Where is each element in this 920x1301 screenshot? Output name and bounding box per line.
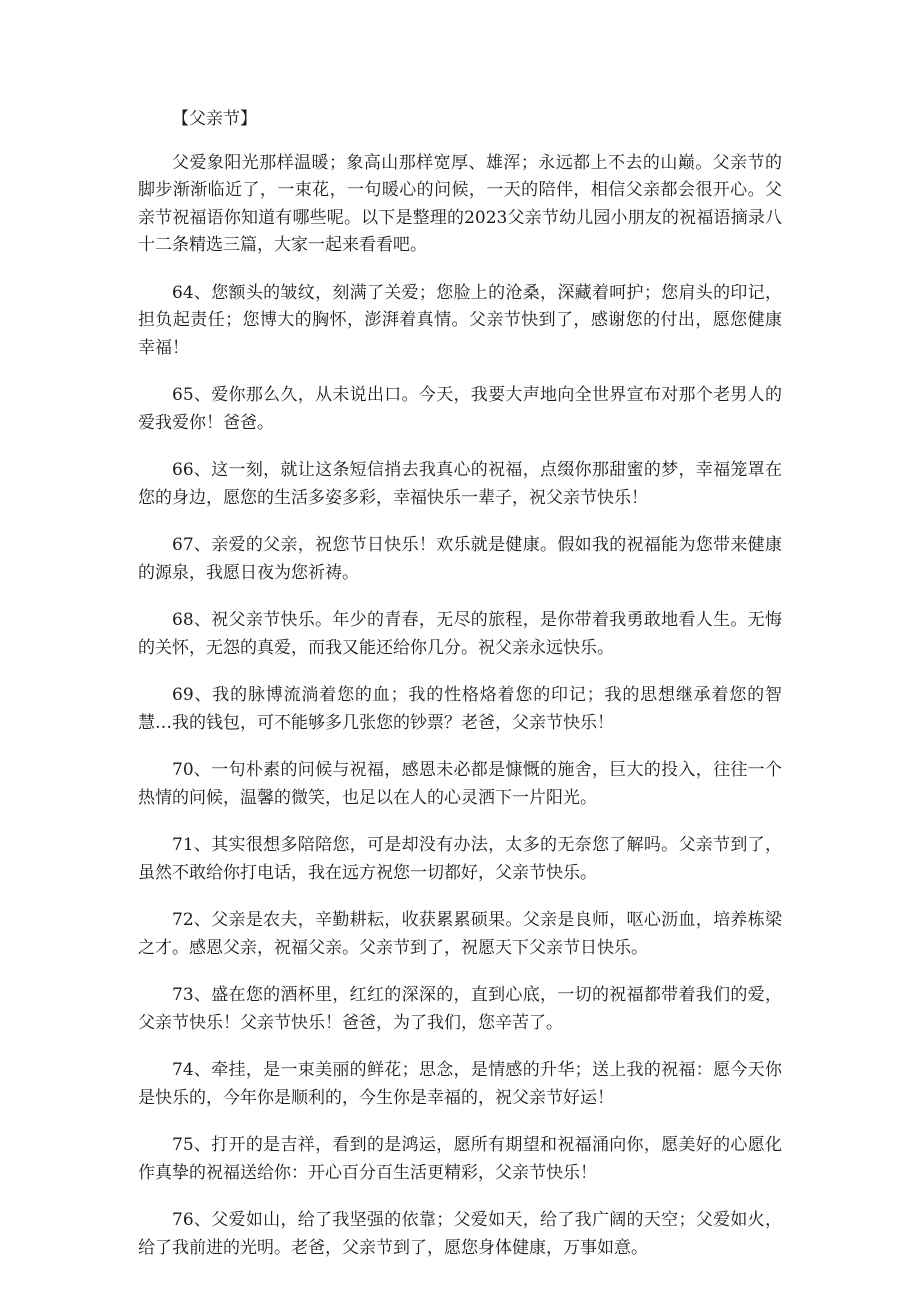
blessing-paragraph-71: 71、其实很想多陪陪您，可是却没有办法，太多的无奈您了解吗。父亲节到了，虽然不敢给你打电话，我在远方祝您一切都好，父亲节快乐。 — [138, 835, 782, 883]
intro-paragraph: 父爱象阳光那样温暖；象高山那样宽厚、雄浑；永远都上不去的山巅。父亲节的脚步渐渐临近了，一束花，一句暖心的问候，一天的陪伴，相信父亲都会很开心。父亲节祝福语你知道有哪些呢。以下是整理的2023父亲节幼儿园小朋友的祝福语摘录八十二条精选三篇，大家一起来看看吧。 — [138, 152, 782, 255]
blessing-paragraph-67: 67、亲爱的父亲，祝您节日快乐！欢乐就是健康。假如我的祝福能为您带来健康的源泉，我愿日夜为您祈祷。 — [138, 535, 782, 583]
blessing-paragraph-73: 73、盛在您的酒杯里，红红的深深的，直到心底，一切的祝福都带着我们的爱，父亲节快乐！父亲节快乐！爸爸，为了我们，您辛苦了。 — [138, 985, 782, 1033]
blessing-paragraph-68: 68、祝父亲节快乐。年少的青春，无尽的旅程，是你带着我勇敢地看人生。无悔的关怀，无怨的真爱，而我又能还给你几分。祝父亲永远快乐。 — [138, 610, 782, 658]
blessing-paragraph-64: 64、您额头的皱纹，刻满了关爱；您脸上的沧桑，深藏着呵护；您肩头的印记，担负起责任；您博大的胸怀，澎湃着真情。父亲节快到了，感谢您的付出，愿您健康幸福！ — [138, 282, 782, 358]
blessing-paragraph-66: 66、这一刻，就让这条短信捎去我真心的祝福，点缀你那甜蜜的梦，幸福笼罩在您的身边，愿您的生活多姿多彩，幸福快乐一辈子，祝父亲节快乐！ — [138, 460, 782, 508]
blessing-paragraph-74: 74、牵挂，是一束美丽的鲜花；思念，是情感的升华；送上我的祝福：愿今天你是快乐的，今年你是顺利的，今生你是幸福的，祝父亲节好运！ — [138, 1060, 782, 1108]
blessing-paragraph-65: 65、爱你那么久，从未说出口。今天，我要大声地向全世界宣布对那个老男人的爱我爱你！爸爸。 — [138, 385, 782, 433]
blessing-paragraph-72: 72、父亲是农夫，辛勤耕耘，收获累累硕果。父亲是良师，呕心沥血，培养栋梁之才。感恩父亲，祝福父亲。父亲节到了，祝愿天下父亲节日快乐。 — [138, 910, 782, 958]
blessing-paragraph-70: 70、一句朴素的问候与祝福，感恩未必都是慷慨的施舍，巨大的投入，往往一个热情的问候，温馨的微笑，也足以在人的心灵洒下一片阳光。 — [138, 760, 782, 808]
document-title: 【父亲节】 — [172, 109, 257, 129]
blessing-paragraph-75: 75、打开的是吉祥，看到的是鸿运，愿所有期望和祝福涌向你，愿美好的心愿化作真挚的祝福送给你：开心百分百生活更精彩，父亲节快乐！ — [138, 1135, 782, 1183]
document-body — [138, 106, 782, 1282]
blessing-paragraph-69: 69、我的脉博流淌着您的血；我的性格烙着您的印记；我的思想继承着您的智慧…我的钱包，可不能够多几张您的钞票？老爸，父亲节快乐！ — [138, 685, 782, 733]
blessing-paragraph-76: 76、父爱如山，给了我坚强的依靠；父爱如天，给了我广阔的天空；父爱如火，给了我前进的光明。老爸，父亲节到了，愿您身体健康，万事如意。 — [138, 1210, 782, 1258]
